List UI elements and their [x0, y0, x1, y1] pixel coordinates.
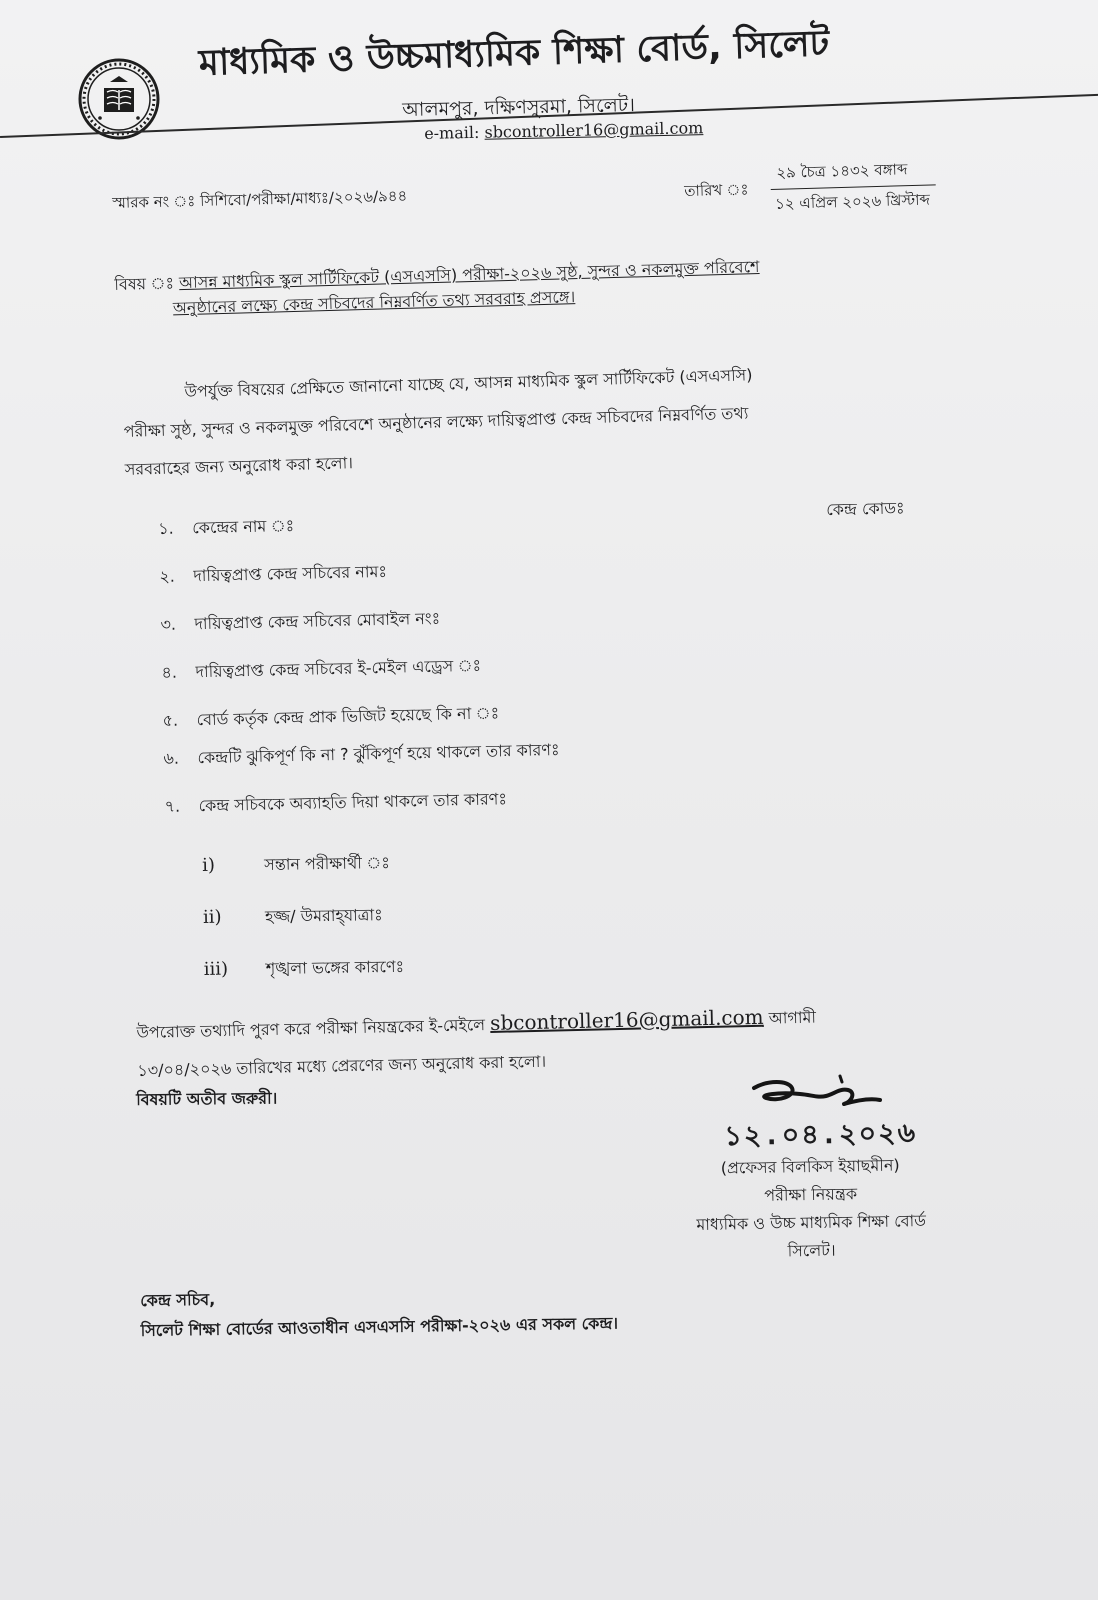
- board-name: মাধ্যমিক ও উচ্চমাধ্যমিক শিক্ষা বোর্ড, সিলেট: [198, 23, 830, 84]
- recipient-block: [140, 1279, 618, 1346]
- sub-item-number: i): [202, 854, 216, 876]
- closing-line-2: ১৩/০৪/২০২৬ তারিখের মধ্যে প্রেরণের জন্য অনুরোধ করা হলো।: [137, 1051, 547, 1080]
- sub-item-number: ii): [202, 906, 222, 928]
- info-item-list: [158, 507, 561, 842]
- date-block: [770, 157, 936, 218]
- subject-block: [114, 254, 760, 322]
- item-text: বোর্ড কর্তৃক কেন্দ্র প্রাক ভিজিট হয়েছে কি না ঃ: [196, 703, 500, 730]
- item-text: দায়িত্বপ্রাপ্ত কেন্দ্র সচিবের মোবাইল নংঃ: [194, 608, 441, 634]
- board-address: আলমপুর, দক্ষিণসুরমা, সিলেট।: [402, 94, 636, 121]
- date-bangla: ২৯ চৈত্র ১৪৩২ বঙ্গাব্দ: [770, 157, 936, 190]
- board-seal-icon: [78, 58, 160, 140]
- closing-text-1: উপরোক্ত তথ্যাদি পুরণ করে পরীক্ষা নিয়ন্ত্রকের ই-মেইলে: [136, 1015, 486, 1042]
- item-text: কেন্দ্রটি ঝুকিপূর্ণ কি না ? ঝুঁকিপূর্ণ হয়ে থাকলে তার কারণঃ: [197, 739, 560, 768]
- subject-line-2: অনুষ্ঠানের লক্ষ্যে কেন্দ্র সচিবদের নিম্নবর্ণিত তথ্য সরবরাহ প্রসঙ্গে।: [172, 287, 576, 318]
- item-text: কেন্দ্র সচিবকে অব্যাহতি দিয়া থাকলে তার কারণঃ: [198, 789, 508, 816]
- controller-email-link[interactable]: sbcontroller16@gmail.com: [489, 1004, 764, 1035]
- item-text: দায়িত্বপ্রাপ্ত কেন্দ্র সচিবের ই-মেইল এড্রেস ঃ: [195, 655, 482, 682]
- subject-line-1: আসন্ন মাধ্যমিক স্কুল সার্টিফিকেট (এসএসসি) পরীক্ষা-২০২৬ সুষ্ঠ, সুন্দর ও নকলমুক্ত পরিবেশে: [178, 256, 760, 293]
- sub-list-item: [202, 850, 403, 905]
- signatory-organization: মাধ্যমিক ও উচ্চ মাধ্যমিক শিক্ষা বোর্ড: [696, 1211, 927, 1235]
- sub-item-number: iii): [203, 958, 229, 980]
- board-email-link[interactable]: sbcontroller16@gmail.com: [484, 118, 704, 142]
- item-number: ৩.: [160, 614, 177, 634]
- signatory-name: (প্রফেসর বিলকিস ইয়াছমীন): [720, 1155, 900, 1178]
- item-number: ৬.: [163, 748, 180, 768]
- sub-list-item: [204, 954, 405, 1009]
- item-number: ৪.: [161, 662, 178, 682]
- center-code-label: কেন্দ্র কোডঃ: [826, 498, 905, 519]
- signature-date: ১২.০৪.২০২৬: [724, 1117, 918, 1152]
- sub-item-list: [202, 850, 405, 1009]
- sub-item-text: শৃঙ্খলা ভঙ্গের কারণেঃ: [265, 956, 405, 979]
- sub-item-text: হজ্জ/ উমরাহ্‌যাত্রাঃ: [264, 905, 383, 927]
- recipient-line-1: কেন্দ্র সচিব,: [140, 1289, 216, 1310]
- sub-list-item: [203, 902, 404, 957]
- body-line-1: উপর্যুক্ত বিষয়ের প্রেক্ষিতে জানানো যাচ্ছে যে, আসন্ন মাধ্যমিক স্কুল সার্টিফিকেট (এসএসসি): [184, 365, 753, 402]
- item-number: ২.: [159, 566, 176, 586]
- body-line-2: পরীক্ষা সুষ্ঠ, সুন্দর ও নকলমুক্ত পরিবেশে অনুষ্ঠানের লক্ষ্যে দায়িত্বপ্রাপ্ত কেন্দ্র সচিবদের নিম্নবর্ণিত তথ্য: [123, 403, 749, 441]
- urgent-note: বিষয়টি অতীব জরুরী।: [136, 1088, 278, 1109]
- date-label: তারিখ ঃ: [684, 180, 749, 200]
- memo-value: সিশিবো/পরীক্ষা/মাধ্যঃ/২০২৬/৯৪৪: [199, 186, 408, 210]
- date-gregorian: ১২ এপ্রিল ২০২৬ খ্রিস্টাব্দ: [774, 190, 931, 213]
- closing-text-2: আগামী: [768, 1007, 817, 1028]
- item-text: কেন্দ্রের নাম ঃ: [192, 515, 295, 538]
- signatory-designation: পরীক্ষা নিয়ন্ত্রক: [764, 1184, 858, 1205]
- item-text: দায়িত্বপ্রাপ্ত কেন্দ্র সচিবের নামঃ: [193, 561, 388, 586]
- item-number: ৭.: [164, 796, 181, 816]
- closing-paragraph: [136, 997, 817, 1090]
- memo-number: [112, 185, 408, 217]
- sub-item-text: সন্তান পরীক্ষার্থী ঃ: [264, 853, 390, 875]
- signatory-city: সিলেট।: [787, 1240, 836, 1261]
- list-item: [164, 785, 561, 842]
- item-number: ৫.: [162, 710, 179, 730]
- body-line-3: সরবরাহের জন্য অনুরোধ করা হলো।: [124, 453, 354, 479]
- memo-label: স্মারক নং ঃ: [112, 191, 196, 212]
- subject-label: বিষয় ঃ: [114, 273, 175, 294]
- body-paragraph: [122, 356, 755, 489]
- signatory-block: [640, 1150, 982, 1268]
- item-number: ১.: [158, 518, 174, 538]
- email-label: e-mail:: [424, 122, 480, 143]
- recipient-line-2: সিলেট শিক্ষা বোর্ডের আওতাধীন এসএসসি পরীক্ষা-২০২৬ এর সকল কেন্দ্র।: [140, 1313, 619, 1340]
